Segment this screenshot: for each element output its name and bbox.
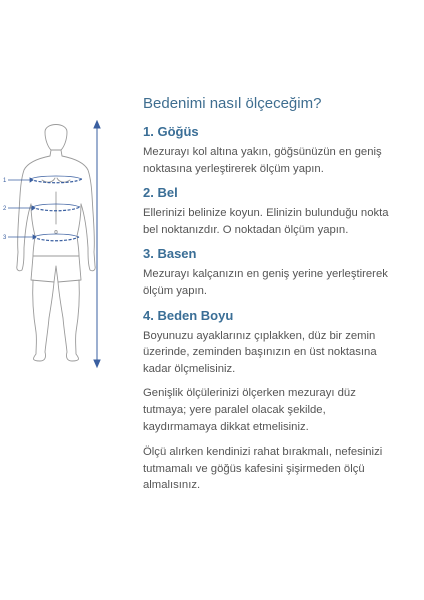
marker-number: 1 [3, 178, 7, 184]
note-paragraph [143, 385, 418, 435]
text-line: bel noktanızdır. O noktadan ölçüm yapın. [143, 223, 349, 236]
section-heading: 4. Beden Boyu [143, 307, 234, 323]
section-waist [143, 184, 418, 238]
size-guide-content [143, 94, 418, 501]
text-line: kaydırmamaya dikkat etmelisiniz. [143, 420, 309, 433]
section-heading: 2. Bel [143, 185, 178, 201]
section-text [143, 144, 418, 177]
section-text [143, 328, 418, 378]
body-outline-illustration [0, 120, 112, 370]
text-line: kadar ölçmelisiniz. [143, 362, 236, 375]
height-arrow [94, 121, 100, 367]
marker-number: 3 [3, 235, 7, 241]
page-title: Bedenimi nasıl ölçeceğim? [143, 95, 322, 112]
text-line: Mezurayı kol altına yakın, göğsünüzün en geniş [143, 146, 382, 158]
text-line: tutmaya; yere paralel olacak şekilde, [143, 403, 326, 416]
measurement-pointers [8, 178, 36, 239]
text-line: Boyunuzu ayaklarınız çıplakken, düz bir zemin [143, 329, 376, 342]
text-line: Ölçü alırken kendinizi rahat bırakmalı, nefesinizi [143, 446, 383, 459]
section-heading: 1. Göğüs [143, 124, 199, 139]
text-line: ölçüm yapın. [143, 284, 208, 297]
text-line: Ellerinizi belinize koyun. Elinizin bulunduğu nokta [143, 207, 389, 220]
section-heading: 3. Basen [143, 246, 197, 262]
marker-number: 2 [3, 206, 7, 212]
text-line: Mezurayı kalçanızın en geniş yerine yerleştirerek [143, 268, 388, 281]
body-measurement-figure [0, 120, 112, 370]
section-hip [143, 245, 418, 299]
text-line: tutmamalı ve göğüs kafesini şişirmeden ölçü [143, 462, 365, 475]
section-text [143, 205, 418, 238]
text-line: Genişlik ölçülerinizi ölçerken mezurayı düz [143, 387, 356, 400]
text-line: noktasına yerleştirerek ölçüm yapın. [143, 162, 324, 175]
body-outline [17, 125, 95, 362]
section-height [143, 307, 418, 378]
section-chest [143, 123, 418, 177]
text-line: almalısınız. [143, 479, 201, 492]
section-text [143, 266, 418, 299]
text-line: üzerinde, zeminden başınızın en üst noktasına [143, 346, 377, 359]
note-paragraph [143, 444, 418, 494]
